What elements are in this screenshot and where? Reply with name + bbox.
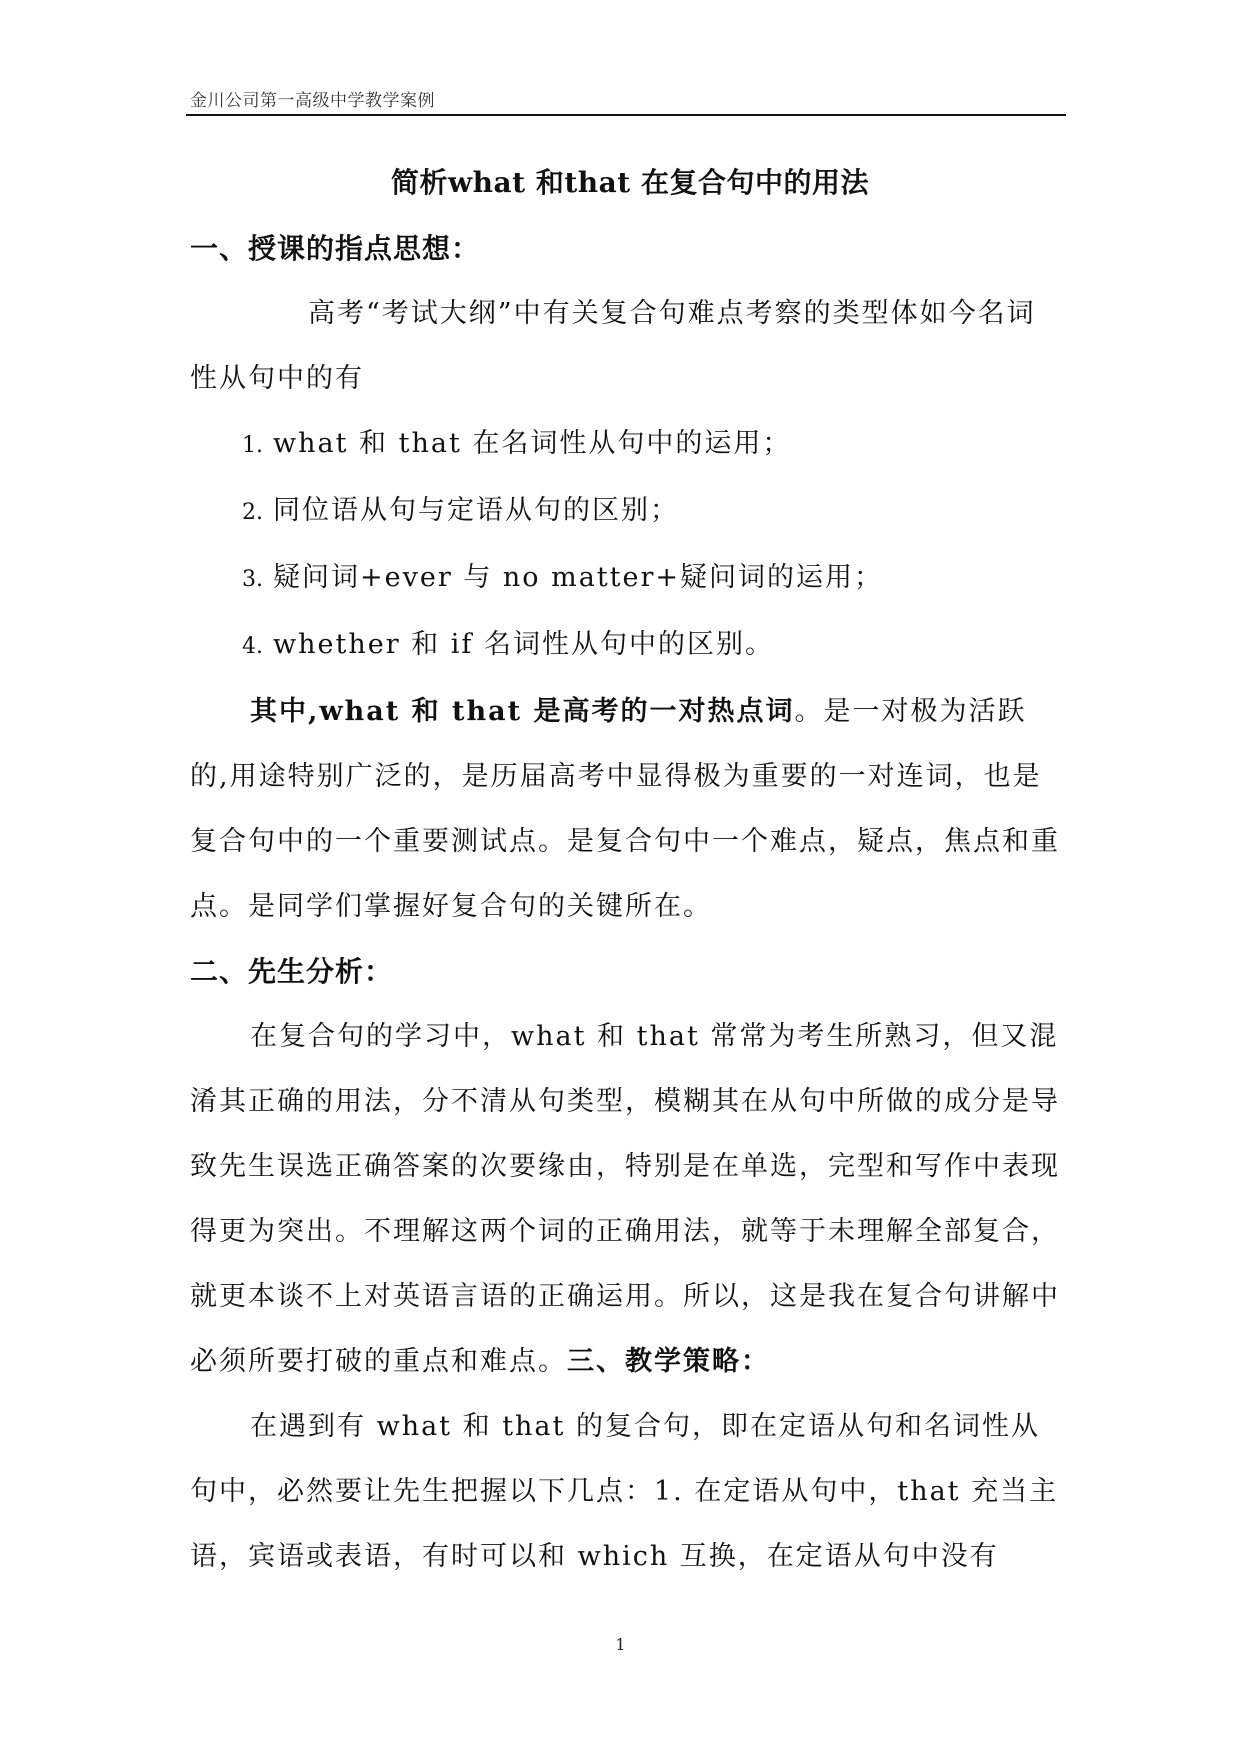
running-header: 金川公司第一高级中学教学案例 (190, 91, 435, 111)
list-item (190, 545, 1060, 612)
list-item-text: 同位语从句与定语从句的区别； (273, 495, 679, 526)
section-heading-guiding-thought: 一、授课的指点思想： (190, 232, 481, 265)
list-item (190, 612, 1060, 679)
list-item-number: 1. (242, 433, 263, 458)
list-item-number: 2. (242, 500, 263, 525)
header-rule (186, 114, 1066, 116)
hotspot-paragraph (190, 679, 1060, 939)
list-item (190, 478, 1060, 545)
strategy-paragraph: 在遇到有 what 和 that 的复合句，即在定语从句和名词性从句中，必然要让先生把握以下几点：1. 在定语从句中，that 充当主语，宾语或表语，有时可以和 which 互换，在定语从句中没有 (190, 1411, 1059, 1572)
hotspot-paragraph-rest: 。是一对极为活跃的,用途特别广泛的，是历届高考中显得极为重要的一对连词，也是复合句中的一个重要测试点。是复合句中一个难点，疑点，焦点和重点。是同学们掌握好复合句的关键所在。 (190, 696, 1060, 922)
intro-paragraph: 高考“考试大纲”中有关复合句难点考察的类型体如今名词性从句中的有 (190, 298, 1036, 394)
list-item-text: what 和 that 在名词性从句中的运用； (273, 428, 792, 459)
page-number: 1 (615, 1635, 626, 1654)
analysis-text: 在复合句的学习中，what 和 that 常常为考生所熟习，但又混淆其正确的用法，分不清从句类型，模糊其在从句中所做的成分是导致先生误选正确答案的次要缘由，特别是在单选，完型和写作中表现得更为突出。不理解这两个词的正确用法，就等于未理解全部复合，就更本谈不上对英语言语的正确运用。所以，这是我在复合句讲解中必须所要打破的重点和难点。 (190, 1021, 1060, 1377)
document-body (190, 150, 1060, 1589)
section-heading-student-analysis: 二、先生分析： (190, 955, 394, 988)
list-item-text: 疑问词+ever 与 no matter+疑问词的运用； (273, 562, 884, 593)
list-item-number: 3. (242, 567, 263, 592)
hotspot-emphasis: 其中,what 和 that 是高考的一对热点词 (250, 696, 795, 727)
document-title: 简析what 和that 在复合句中的用法 (391, 166, 869, 199)
list-item-text: whether 和 if 名词性从句中的区别。 (273, 629, 774, 660)
list-item (190, 411, 1060, 478)
list-item-number: 4. (242, 634, 263, 659)
section-heading-teaching-strategy: 三、教学策略： (567, 1346, 770, 1377)
analysis-paragraph (190, 1004, 1060, 1394)
